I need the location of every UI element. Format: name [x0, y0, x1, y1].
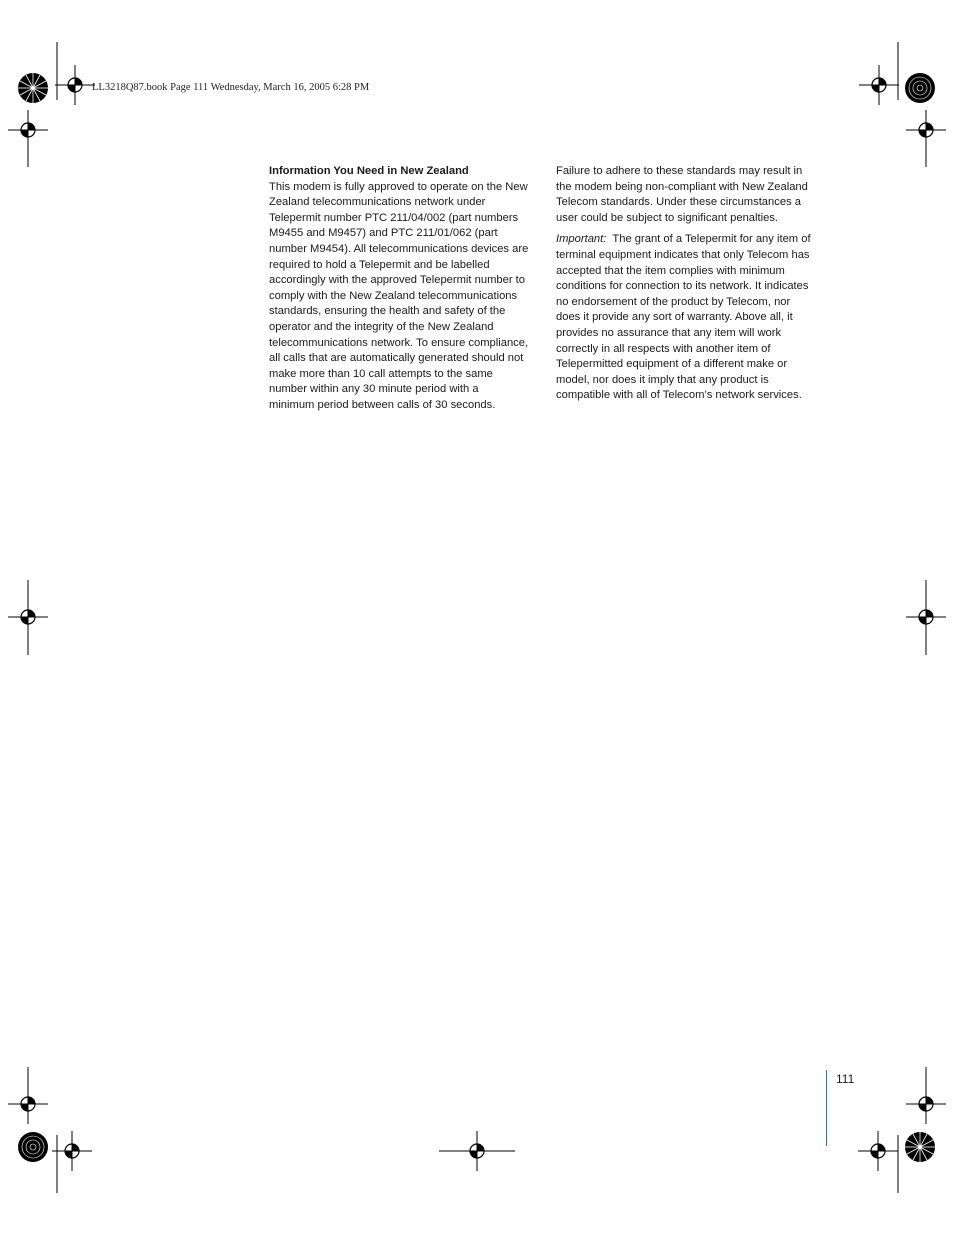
registration-mark-icon: [52, 1131, 92, 1171]
body-line: accepted that the item complies with minimum: [556, 264, 785, 277]
body-line: provides no assurance that any item will work: [556, 326, 782, 339]
star-target-icon: [905, 1130, 935, 1164]
body-line: accordingly with the approved Telepermit number to: [269, 274, 525, 287]
star-target-icon: [905, 71, 935, 105]
body-line: operator and the integrity of the New Zealand: [269, 320, 494, 333]
star-target-icon: [18, 71, 48, 105]
registration-mark-icon: [906, 597, 946, 637]
registration-mark-icon: [8, 597, 48, 637]
body-line: number M9454). All telecommunications devices are: [269, 242, 529, 255]
body-line: user could be subject to significant penalties.: [556, 211, 779, 224]
body-line: terminal equipment indicates that only Telecom has: [556, 248, 810, 261]
registration-mark-icon: [8, 1084, 48, 1124]
body-line: all calls that are automatically generated should not: [269, 352, 524, 365]
body-line: conditions for connection to its network. It indicates: [556, 280, 809, 293]
body-line: does it provide any sort of warranty. Above all, it: [556, 311, 793, 324]
important-label: Important:: [556, 233, 607, 246]
body-line: M9455 and M9457) and PTC 211/01/062 (part: [269, 227, 498, 240]
print-slug: LL3218Q87.book Page 111 Wednesday, March 16, 2005 6:28 PM: [92, 82, 370, 93]
body-line: model, nor does it imply that any product is: [556, 373, 769, 386]
registration-mark-icon: [858, 1131, 898, 1171]
body-line: correctly in all respects with another item of: [556, 342, 771, 355]
body-line: This modem is fully approved to operate on the New: [269, 180, 528, 193]
body-line: Telecom standards. Under these circumstances a: [556, 196, 801, 209]
registration-mark-icon: [437, 1131, 517, 1171]
body-line: Failure to adhere to these standards may result in: [556, 165, 803, 177]
body-line: required to hold a Telepermit and be labelled: [269, 258, 490, 271]
page-number: 111: [836, 1072, 855, 1086]
body-line: number within any 30 minute period with a: [269, 383, 479, 396]
body-line: Telepermitted equipment of a different make or: [556, 358, 788, 371]
body-line: the modem being non-compliant with New Zealand: [556, 180, 808, 193]
body-line: minimum period between calls of 30 seconds.: [269, 398, 496, 411]
star-target-icon: [18, 1130, 48, 1164]
body-line: comply with the New Zealand telecommunications: [269, 289, 518, 302]
registration-mark-icon: [906, 1084, 946, 1124]
body-line: telecommunications network. To ensure compliance,: [269, 336, 529, 349]
body-line: compatible with all of Telecom’s network services.: [556, 389, 802, 402]
body-line: no endorsement of the product by Telecom, nor: [556, 295, 791, 308]
body-line: Telepermit number PTC 211/04/002 (part numbers: [269, 211, 519, 224]
body-line: The grant of a Telepermit for any item of: [612, 233, 811, 246]
registration-mark-icon: [906, 110, 946, 150]
registration-mark-icon: [8, 110, 48, 150]
body-line: Zealand telecommunications network under: [269, 196, 486, 209]
registration-mark-icon: [55, 65, 95, 105]
registration-mark-icon: [859, 65, 899, 105]
section-heading: Information You Need in New Zealand: [269, 165, 469, 177]
body-line: make more than 10 call attempts to the same: [269, 367, 493, 380]
body-line: standards, ensuring the health and safety of the: [269, 305, 506, 318]
